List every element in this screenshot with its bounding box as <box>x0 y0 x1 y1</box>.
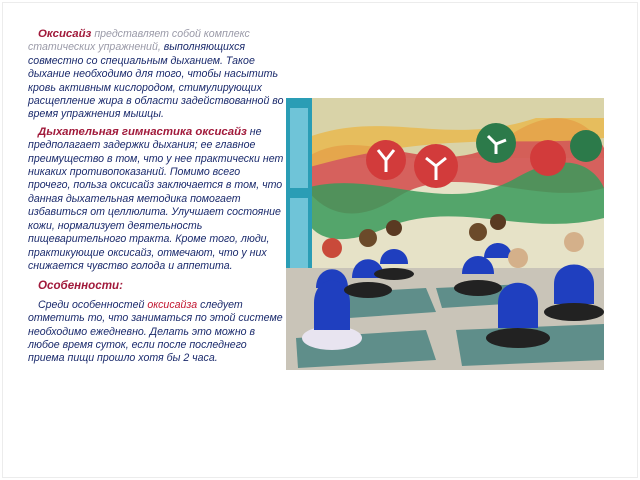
photo-illustration <box>286 98 604 370</box>
paragraph-2 <box>28 126 284 273</box>
gym-class-photo <box>286 98 604 370</box>
paragraph-1 <box>28 28 284 122</box>
paragraph-3-before: Среди особенностей <box>38 298 145 311</box>
paragraph-3-after: следует отметить то, что заниматься по этой системе необходимо ежедневно. Делать это можно в любое время суток, если после последнего приема пищи прошло хотя бы 2 часа. <box>28 298 283 365</box>
lead-breathing-gymnastics: Дыхательная гимнастика оксисайз <box>38 125 247 138</box>
lead-oxysize: Оксисайз <box>38 28 92 40</box>
features-heading: Особенности: <box>38 279 123 293</box>
paragraph-1-text: выполняющихся совместно со специальным дыханием. Такое дыхание необходимо для того, чтобы насытить кровь активным кислородом, стимулирующих расщепление жира в области задействованной во время упражнения мышцы. <box>28 41 284 121</box>
paragraph-3-highlight: оксисайза <box>147 298 198 311</box>
paragraph-1-faded: представляет собой комплекс статических упражнений, <box>28 28 250 54</box>
text-column <box>28 28 284 370</box>
paragraph-2-text: не предполагает задержки дыхания; ее главное преимущество в том, что у нее практически нет никаких противопоказаний. Помимо всего прочего, польза оксисайз заключается в том, что данная дыхательная методика помогает избавиться от целлюлита. Улучшает состояние кожи, нормализует деятельность пищеварительного тракта. Кроме того, люди, практикующие оксисайз, отмечают, что у них снижается чувство голода и аппетита. <box>28 125 284 272</box>
paragraph-3 <box>28 299 284 366</box>
